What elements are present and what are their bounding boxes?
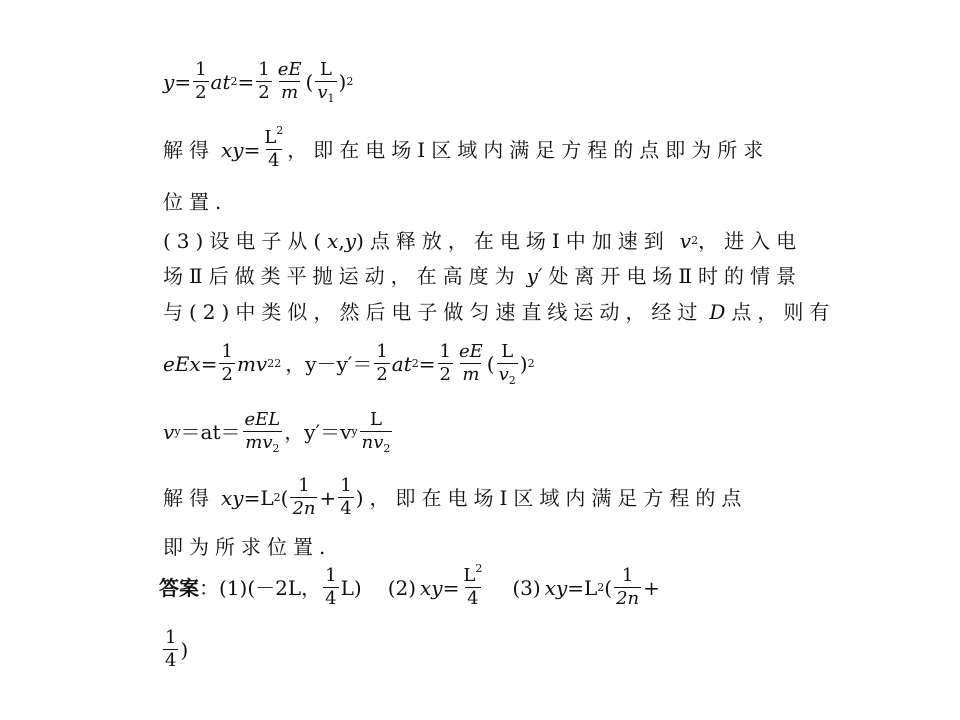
term-at: at <box>210 69 231 94</box>
fraction-1-over-2n: $\frac{1}{2n}$ <box>616 565 640 609</box>
para3-line-2: 场Ⅱ后做类平抛运动，在高度为 y′ 处离开电场Ⅱ时的情景 <box>163 264 803 288</box>
result-line-2: 解得 xy = L 2 ( $\frac{1}{2n}$ + $\frac{1}{4}$ )，即在电场Ⅰ区域内满足方程的点 <box>163 475 748 519</box>
fraction-1-over-4: $\frac{1}{4}$ <box>325 565 337 609</box>
fraction-eE-over-m: $\frac{eE}{m}$ <box>277 59 302 103</box>
equals: = <box>174 69 192 94</box>
fraction-L2-over-4: $\frac{L^2}{4}$ <box>463 562 483 609</box>
fraction-1-over-2n: $\frac{1}{2n}$ <box>292 475 316 519</box>
fraction-L-over-nv2: $\frac{L}{nv_2}$ <box>361 409 391 455</box>
fraction-half: $\frac{1}{2}$ <box>195 59 207 103</box>
answer-label: 答案 <box>159 575 199 600</box>
answer-line: 答案 ： (1)(－2L， $\frac{1}{4}$ L) (2) xy = $\frac{L^2}{4}$ (3) xy = L 2 ( $\frac{1}{2n}$ + <box>159 562 660 609</box>
fraction-L-over-v2: $\frac{L}{v_2}$ <box>498 341 516 387</box>
text-line-jiweisuoqiu: 即为所求位置. <box>163 535 332 559</box>
equals: = <box>237 69 255 94</box>
equation-line-2: eEx = $\frac{1}{2}$ mv 2 2 ，y－y′＝ $\frac{1}{2}$ at 2 = $\frac{1}{2}$ $\frac{eE}{m}$ ( $\frac{L}{v_2}$ ) 2 <box>163 341 535 387</box>
fraction-eEL-over-mv2: $\frac{\text{eEL}}{mv_2}$ <box>244 409 281 455</box>
fraction-1-over-4: $\frac{1}{4}$ <box>340 475 352 519</box>
fraction-eE-over-m: $\frac{eE}{m}$ <box>458 341 483 385</box>
fraction-half: $\frac{1}{2}$ <box>221 341 233 385</box>
answer-continuation: $\frac{1}{4}$ ) <box>165 627 189 671</box>
fraction-half: $\frac{1}{2}$ <box>258 59 270 103</box>
result-line-1: 解得 xy = $\frac{L^2}{4}$ ，即在电场Ⅰ区域内满足方程的点即为所求 <box>163 124 770 171</box>
equation-line-3: v y ＝at＝ $\frac{\text{eEL}}{mv_2}$ ，y′＝v y $\frac{L}{nv_2}$ <box>163 409 391 455</box>
equation-line-1: y = $\frac{1}{2}$ at 2 = $\frac{1}{2}$ $\frac{eE}{m}$ ( $\frac{L}{v_1}$ ) 2 <box>163 59 354 105</box>
para3-line-3: 与(2)中类似，然后电子做匀速直线运动，经过 D 点，则有 <box>163 300 836 324</box>
fraction-L-over-v1: $\frac{L}{v_1}$ <box>317 59 335 105</box>
fraction-half: $\frac{1}{2}$ <box>439 341 451 385</box>
fraction-half: $\frac{1}{2}$ <box>376 341 388 385</box>
fraction-L2-over-4: $\frac{L^2}{4}$ <box>264 124 284 171</box>
text-line-weizhi: 位置. <box>163 190 228 214</box>
fraction-1-over-4: $\frac{1}{4}$ <box>165 627 177 671</box>
label-jiede: 解得 <box>163 137 215 162</box>
para3-line-1: (3)设电子从( x , y )点释放，在电场Ⅰ中加速到 v 2 ，进入电 <box>163 229 803 253</box>
var-y: y <box>163 69 175 94</box>
